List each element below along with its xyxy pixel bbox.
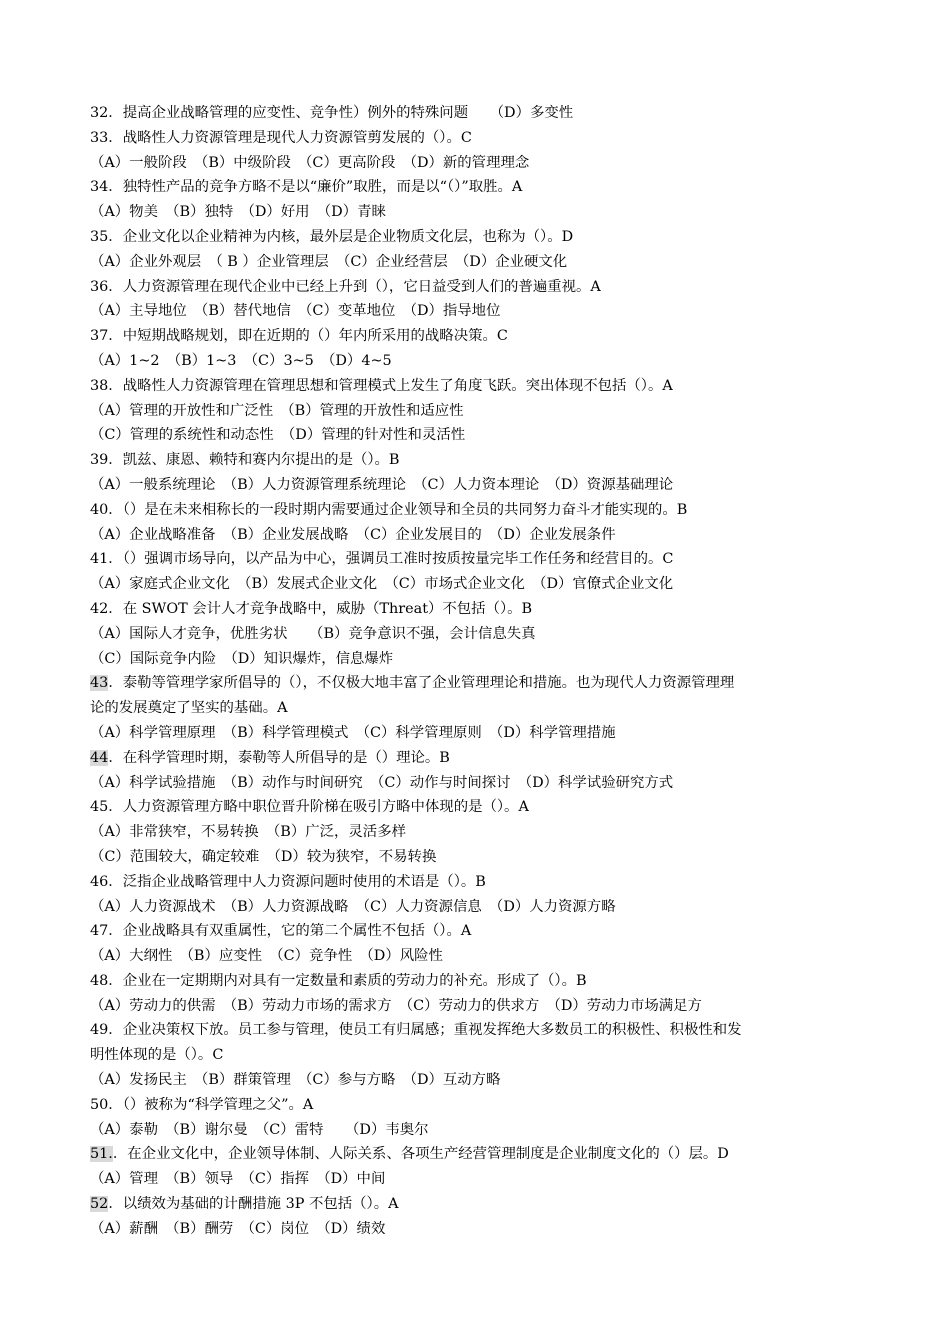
question-39-options: （A）一般系统理论 （B）人力资源管理系统理论 （C）人力资本理论 （D）资源基础理论 xyxy=(90,476,674,493)
question-45-options-ab: （A）非常狭窄，不易转换 （B）广泛，灵活多样 xyxy=(90,824,406,841)
question-number-highlight: 43 xyxy=(90,675,109,692)
question-42-options-ab: （A）国际人才竞争，优胜劣状 （B）竞争意识不强，会计信息失真 xyxy=(90,625,536,642)
question-49-cont: 明性体现的是（）。C xyxy=(90,1047,224,1064)
question-50-options: （A）泰勒 （B）谢尔曼 （C）雷特 （D）韦奥尔 xyxy=(90,1121,429,1138)
question-38: 38．战略性人力资源管理在管理思想和管理模式上发生了角度飞跃。突出体现不包括（）。A xyxy=(90,377,673,394)
question-46: 46．泛指企业战略管理中人力资源问题时使用的术语是（）。B xyxy=(90,873,486,890)
question-52-options: （A）薪酬 （B）酬劳 （C）岗位 （D）绩效 xyxy=(90,1220,386,1237)
question-36: 36．人力资源管理在现代企业中已经上升到（），它日益受到人们的普遍重视。A xyxy=(90,278,601,295)
question-35-options: （A）企业外观层 （ B ）企业管理层 （C）企业经营层 （D）企业硬文化 xyxy=(90,253,568,270)
document-page xyxy=(90,101,870,1242)
question-42: 42．在 SWOT 会计人才竞争战略中，威胁（Threat）不包括（）。B xyxy=(90,600,533,617)
question-32-tail: 32．提高企业战略管理的应变性、竞争性）例外的特殊问题 （D）多变性 xyxy=(90,105,574,121)
question-48-options: （A）劳动力的供需 （B）劳动力市场的需求方 （C）劳动力的供求方 （D）劳动力市场满足方 xyxy=(90,997,702,1014)
question-52 xyxy=(90,1192,870,1217)
question-40: 40．（）是在未来相称长的一段时期内需要通过企业领导和全员的共同努力奋斗才能实现的。B xyxy=(90,501,688,518)
question-48: 48．企业在一定期期内对具有一定数量和素质的劳动力的补充。形成了（）。B xyxy=(90,972,587,989)
question-46-options: （A）人力资源战术 （B）人力资源战略 （C）人力资源信息 （D）人力资源方略 xyxy=(90,898,616,915)
question-51-text: ．在企业文化中，企业领导体制、人际关系、各项生产经营管理制度是企业制度文化的（）层。D xyxy=(112,1146,729,1163)
question-44 xyxy=(90,746,870,771)
question-51-options: （A）管理 （B）领导 （C）指挥 （D）中间 xyxy=(90,1171,386,1188)
question-45: 45．人力资源管理方略中职位晋升阶梯在吸引方略中体现的是（）。A xyxy=(90,799,529,816)
question-43-cont: 论的发展奠定了坚实的基础。A xyxy=(90,700,288,717)
question-41: 41．（）强调市场导向，以产品为中心，强调员工准时按质按量完毕工作任务和经营目的。C xyxy=(90,551,674,568)
question-35: 35．企业文化以企业精神为内核，最外层是企业物质文化层，也称为（）。D xyxy=(90,228,574,245)
question-43-options: （A）科学管理原理 （B）科学管理模式 （C）科学管理原则 （D）科学管理措施 xyxy=(90,724,616,741)
question-number-highlight: 44 xyxy=(90,749,109,766)
question-50: 50．（）被称为“科学管理之父”。A xyxy=(90,1096,314,1113)
question-49-options: （A）发扬民主 （B）群策管理 （C）参与方略 （D）互动方略 xyxy=(90,1072,501,1089)
question-47: 47．企业战略具有双重属性，它的第二个属性不包括（）。A xyxy=(90,923,472,940)
question-33-options: （A）一般阶段 （B）中级阶段 （C）更高阶段 （D）新的管理理念 xyxy=(90,154,530,171)
question-38-options-cd: （C）管理的系统性和动态性 （D）管理的针对性和灵活性 xyxy=(90,427,466,444)
question-42-options-cd: （C）国际竞争内险 （D）知识爆炸，信息爆炸 xyxy=(90,650,394,667)
question-51 xyxy=(90,1142,870,1167)
question-38-options-ab: （A）管理的开放性和广泛性 （B）管理的开放性和适应性 xyxy=(90,402,464,419)
question-number-highlight: 51. xyxy=(90,1146,113,1163)
question-41-options: （A）家庭式企业文化 （B）发展式企业文化 （C）市场式企业文化 （D）官僚式企业文化 xyxy=(90,576,674,593)
question-47-options: （A）大纲性 （B）应变性 （C）竞争性 （D）风险性 xyxy=(90,948,443,965)
question-52-text: ．以绩效为基础的计酬措施 3P 不包括（）。A xyxy=(108,1196,399,1213)
question-36-options: （A）主导地位 （B）替代地信 （C）变革地位 （D）指导地位 xyxy=(90,303,501,320)
question-44-options: （A）科学试验措施 （B）动作与时间研究 （C）动作与时间探讨 （D）科学试验研究方式 xyxy=(90,774,674,791)
question-39: 39．凯兹、康恩、赖特和赛内尔提出的是（）。B xyxy=(90,452,400,469)
question-43-text: ．泰勒等管理学家所倡导的（），不仅极大地丰富了企业管理理论和措施。也为现代人力资源管理理 xyxy=(108,675,735,692)
question-49: 49．企业决策权下放。员工参与管理，使员工有归属感；重视发挥绝大多数员工的积极性、积极性和发 xyxy=(90,1022,742,1039)
question-37-options: （A）1~2 （B）1~3 （C）3~5 （D）4~5 xyxy=(90,352,392,369)
question-40-options: （A）企业战略准备 （B）企业发展战略 （C）企业发展目的 （D）企业发展条件 xyxy=(90,526,616,543)
question-34-options: （A）物美 （B）独特 （D）好用 （D）青睐 xyxy=(90,204,386,221)
question-45-options-cd: （C）范围较大，确定较难 （D）较为狭窄，不易转换 xyxy=(90,848,437,865)
question-number-highlight: 52 xyxy=(90,1196,109,1213)
question-33: 33．战略性人力资源管理是现代人力资源管剪发展的（）。C xyxy=(90,129,472,146)
question-37: 37．中短期战略规划，即在近期的（）年内所采用的战略决策。C xyxy=(90,328,508,345)
question-34: 34．独特性产品的竞争方略不是以“廉价”取胜，而是以“（）”取胜。A xyxy=(90,179,523,196)
question-44-text: ．在科学管理时期，泰勒等人所倡导的是（）理论。B xyxy=(108,749,450,766)
question-43 xyxy=(90,671,870,696)
